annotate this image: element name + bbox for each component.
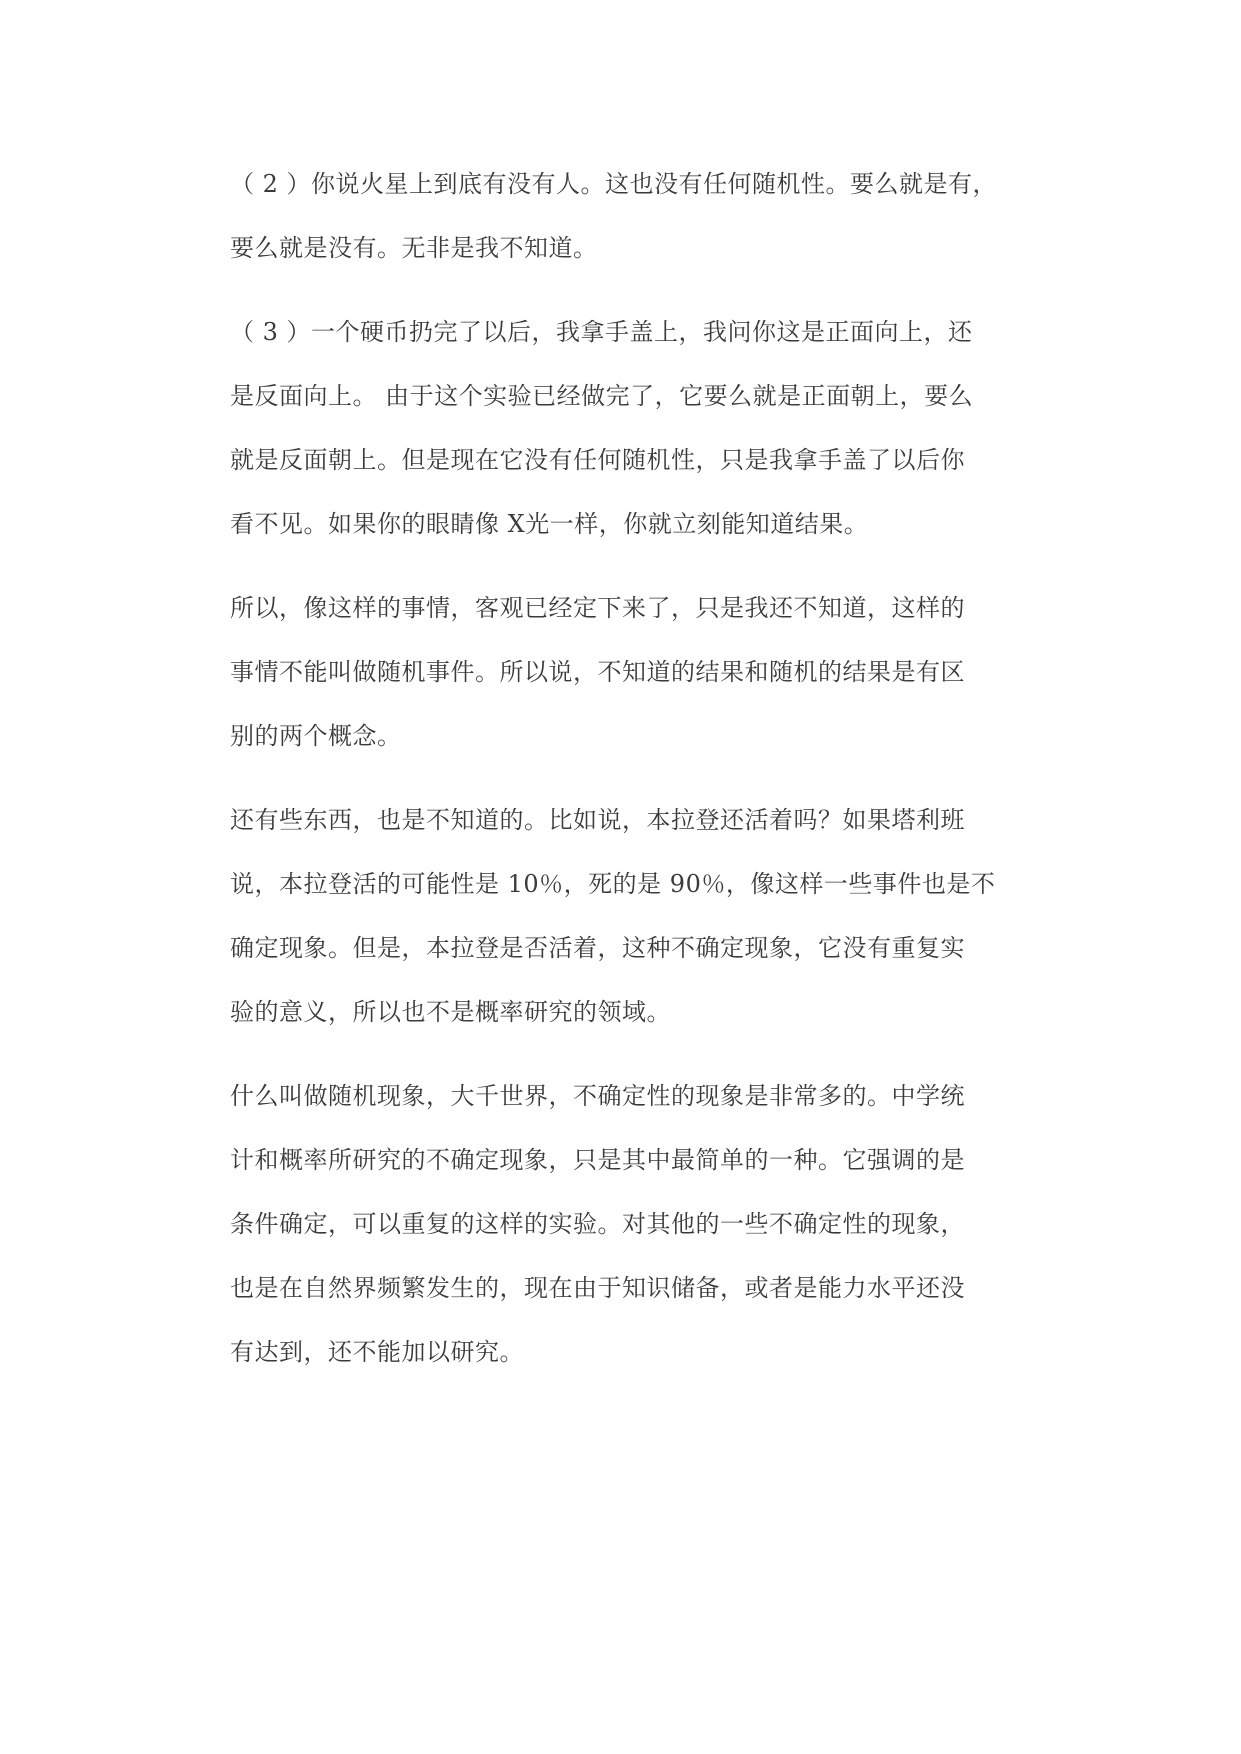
text-line: 就是反面朝上。但是现在它没有任何随机性，只是我拿手盖了以后你 bbox=[230, 446, 965, 474]
text-line: 有达到，还不能加以研究。 bbox=[230, 1338, 524, 1366]
text-line: 什么叫做随机现象，大千世界，不确定性的现象是非常多的。中学统 bbox=[230, 1082, 965, 1110]
text-line: （ 2 ）你说火星上到底有没有人。这也没有任何随机性。要么就是有， bbox=[230, 170, 998, 198]
document-body bbox=[230, 152, 1065, 1404]
text-line: 计和概率所研究的不确定现象，只是其中最简单的一种。它强调的是 bbox=[230, 1146, 965, 1174]
paragraph-1 bbox=[230, 152, 1065, 280]
text-line: 别的两个概念。 bbox=[230, 722, 402, 750]
text-line: 是反面向上。 由于这个实验已经做完了，它要么就是正面朝上，要么 bbox=[230, 382, 974, 410]
text-line: （ 3 ）一个硬币扔完了以后，我拿手盖上，我问你这是正面向上，还 bbox=[230, 318, 973, 346]
text-line: 验的意义，所以也不是概率研究的领域。 bbox=[230, 998, 671, 1026]
paragraph-3 bbox=[230, 576, 1065, 768]
text-line: 要么就是没有。无非是我不知道。 bbox=[230, 234, 598, 262]
text-line: 还有些东西，也是不知道的。比如说，本拉登还活着吗？如果塔利班 bbox=[230, 806, 965, 834]
paragraph-5 bbox=[230, 1064, 1065, 1384]
paragraph-2 bbox=[230, 300, 1065, 556]
text-line: 确定现象。但是，本拉登是否活着，这种不确定现象，它没有重复实 bbox=[230, 934, 965, 962]
text-line: 也是在自然界频繁发生的，现在由于知识储备，或者是能力水平还没 bbox=[230, 1274, 965, 1302]
text-line: 看不见。如果你的眼睛像 X光一样，你就立刻能知道结果。 bbox=[230, 510, 869, 538]
text-line: 条件确定，可以重复的这样的实验。对其他的一些不确定性的现象， bbox=[230, 1210, 965, 1238]
text-line: 事情不能叫做随机事件。所以说，不知道的结果和随机的结果是有区 bbox=[230, 658, 965, 686]
paragraph-4 bbox=[230, 788, 1065, 1044]
text-line: 说，本拉登活的可能性是 10％，死的是 90％，像这样一些事件也是不 bbox=[230, 870, 996, 898]
text-line: 所以，像这样的事情，客观已经定下来了，只是我还不知道，这样的 bbox=[230, 594, 965, 622]
